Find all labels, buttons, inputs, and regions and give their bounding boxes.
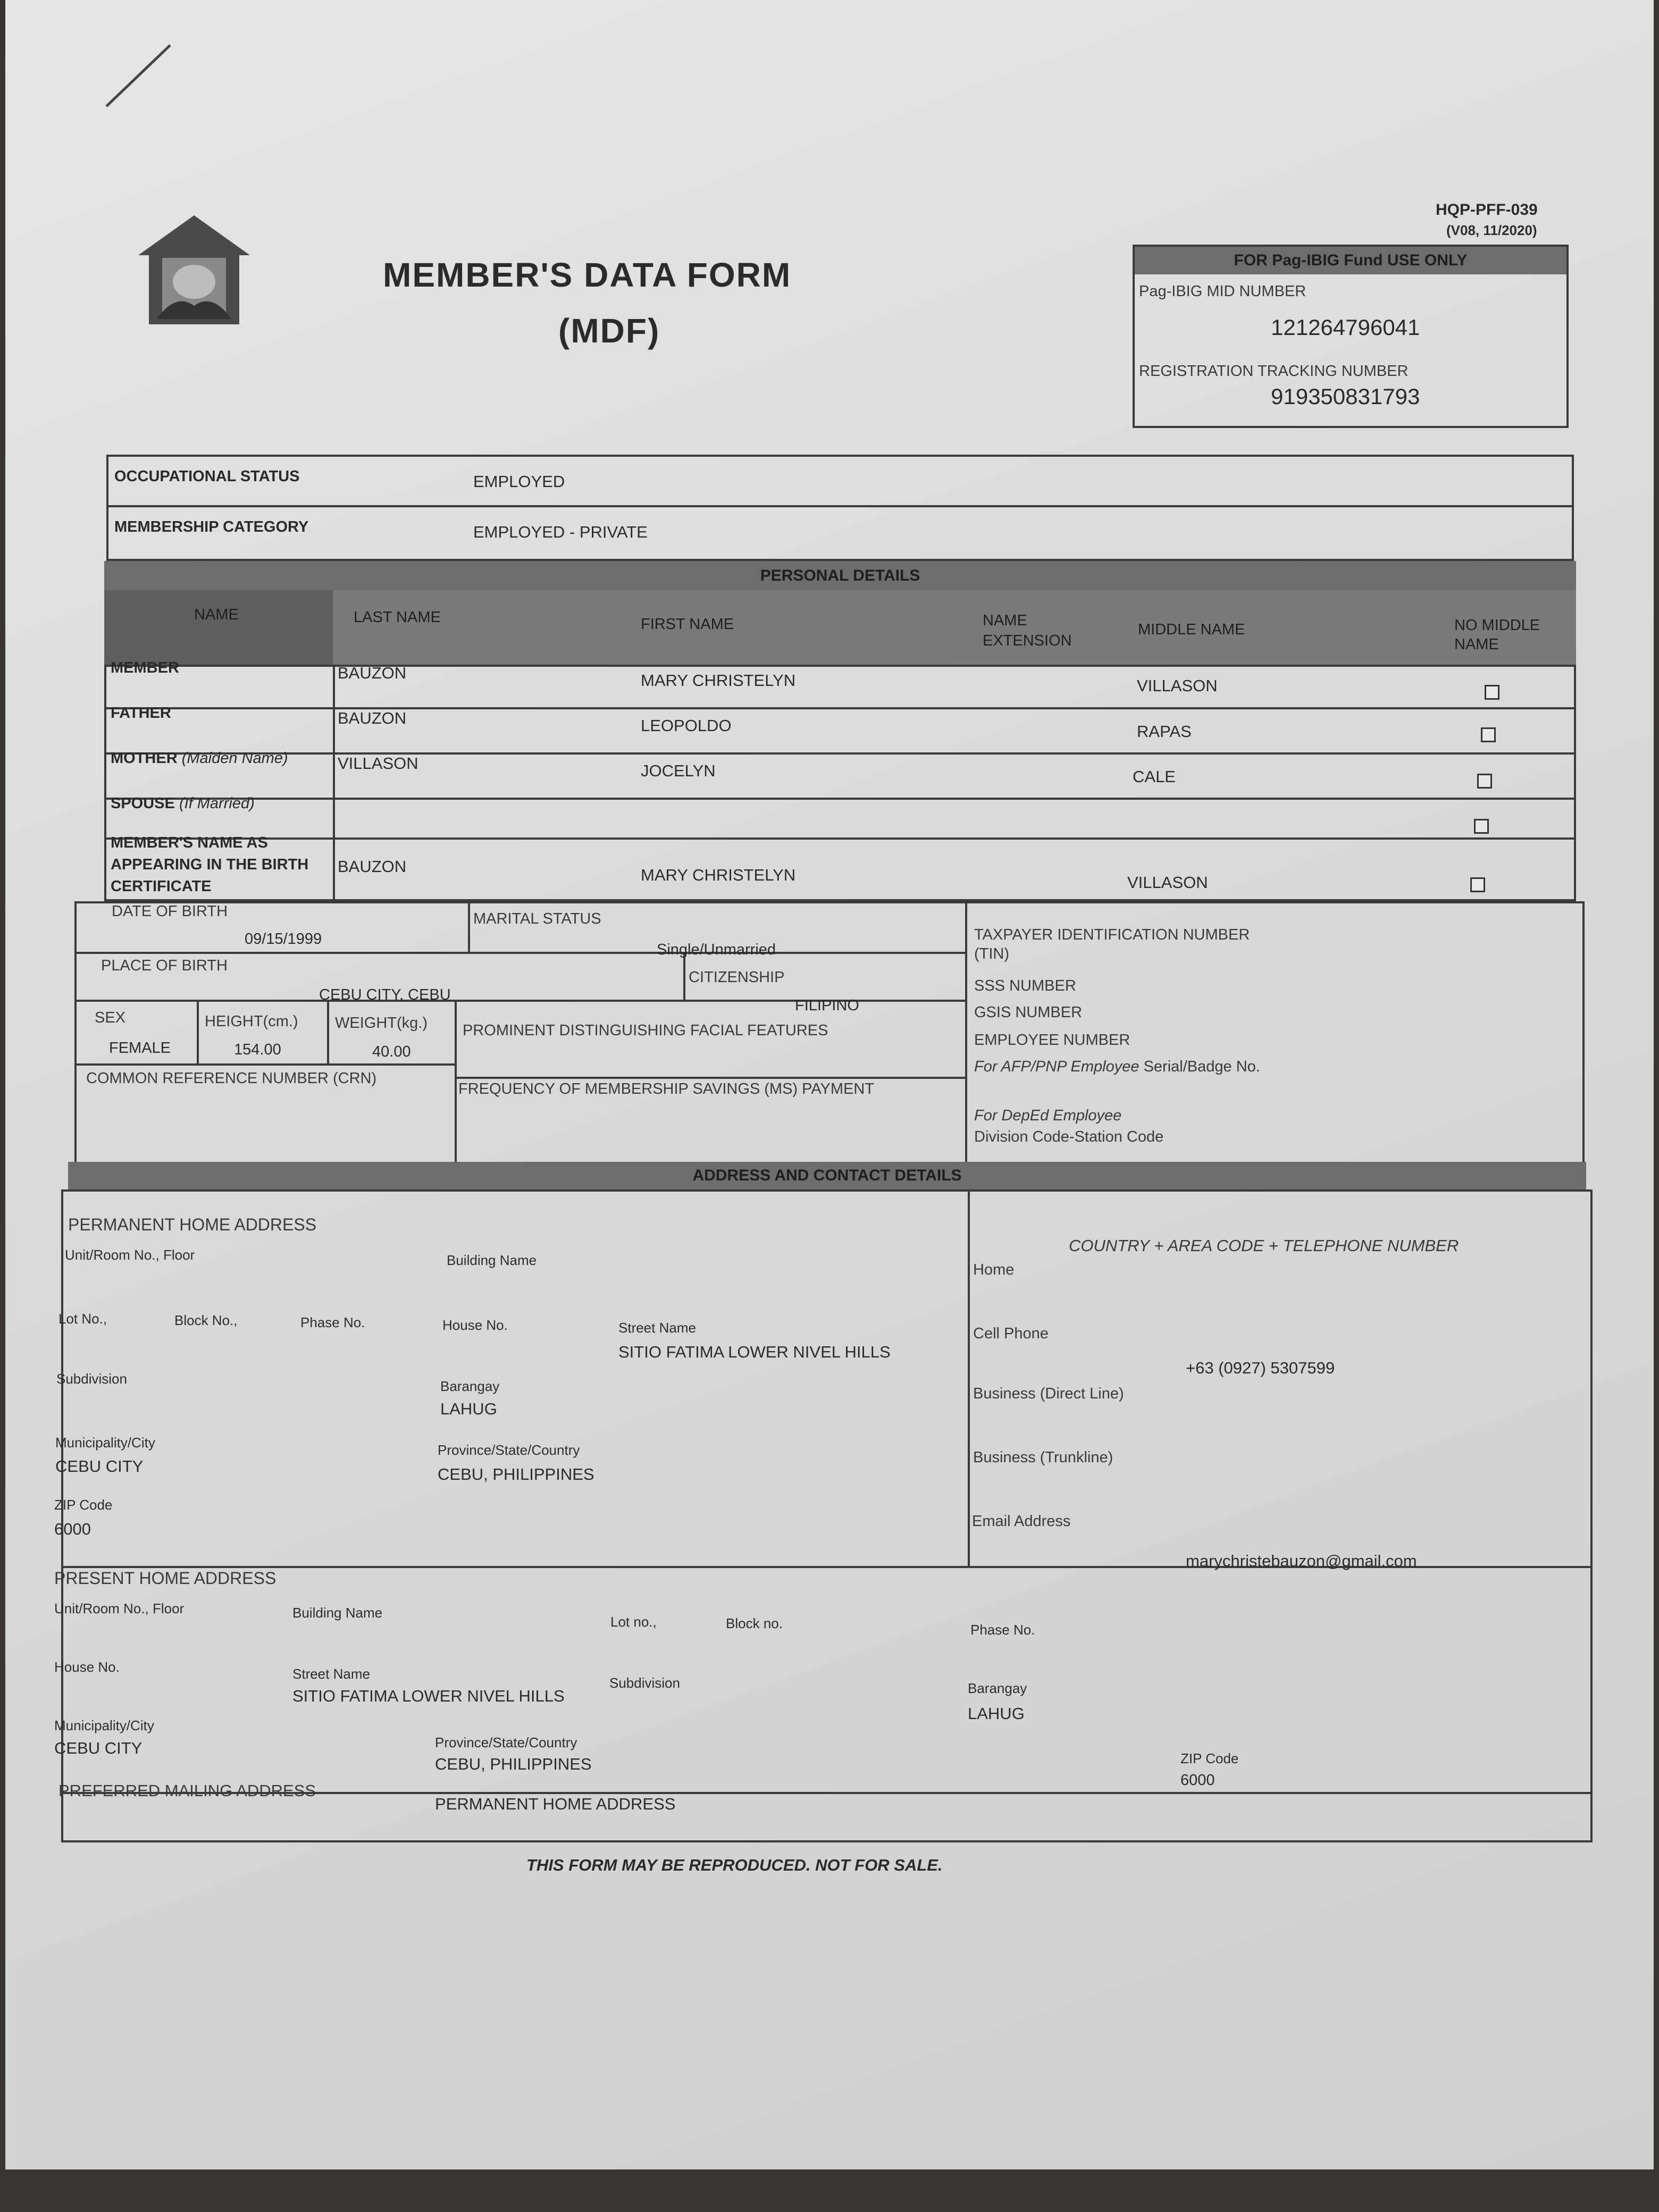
birthcert-last-name: BAUZON (338, 857, 407, 876)
row-label-member: MEMBER (111, 659, 179, 676)
tin-label: TAXPAYER IDENTIFICATION NUMBER (TIN) (974, 926, 1250, 962)
mother-middle-name: CALE (1133, 767, 1176, 786)
marital-status-value: Single/Unmarried (657, 941, 776, 958)
divider (468, 901, 470, 952)
pagibig-logo-icon (133, 213, 255, 335)
pres-street-label: Street Name (292, 1666, 370, 1682)
perm-house-label: House No. (442, 1317, 508, 1333)
crn-label: COMMON REFERENCE NUMBER (CRN) (86, 1070, 377, 1087)
height-value: 154.00 (234, 1041, 281, 1058)
row-label-birth-cert: MEMBER'S NAME AS APPEARING IN THE BIRTH CERTIFICATE (111, 834, 309, 895)
member-first-name: MARY CHRISTELYN (641, 671, 796, 690)
member-last-name: BAUZON (338, 664, 407, 682)
mid-number-value: 121264796041 (1271, 315, 1420, 340)
footer-note: THIS FORM MAY BE REPRODUCED. NOT FOR SALE. (526, 1856, 943, 1874)
divider (197, 1000, 199, 1063)
weight-label: WEIGHT(kg.) (335, 1015, 428, 1032)
deped-label: For DepEd Employee (974, 1107, 1122, 1124)
spouse-label-note: (If Married) (179, 795, 255, 812)
birthcert-first-name: MARY CHRISTELYN (641, 866, 796, 884)
address-heading: ADDRESS AND CONTACT DETAILS (68, 1162, 1586, 1189)
divider (104, 752, 1576, 755)
perm-subdivision-label: Subdivision (56, 1371, 127, 1387)
sss-label: SSS NUMBER (974, 977, 1076, 994)
perm-city-value: CEBU CITY (55, 1457, 144, 1476)
status-box (106, 455, 1574, 561)
business-direct-label: Business (Direct Line) (973, 1385, 1124, 1402)
col-middle-name: MIDDLE NAME (1138, 621, 1245, 638)
pres-lot-label: Lot no., (610, 1614, 657, 1630)
mid-number-label: Pag-IBIG MID NUMBER (1139, 283, 1306, 300)
email-value: marychristebauzon@gmail.com (1186, 1552, 1417, 1570)
contact-heading: COUNTRY + AREA CODE + TELEPHONE NUMBER (1069, 1236, 1459, 1255)
pob-value: CEBU CITY, CEBU (319, 986, 451, 1003)
divider (104, 798, 1576, 800)
email-label: Email Address (972, 1513, 1071, 1530)
perm-building-label: Building Name (447, 1252, 537, 1268)
weight-value: 40.00 (372, 1043, 411, 1060)
permanent-address-heading: PERMANENT HOME ADDRESS (68, 1215, 317, 1234)
pres-province-value: CEBU, PHILIPPINES (435, 1755, 592, 1773)
father-last-name: BAUZON (338, 709, 407, 727)
pen-mark (101, 37, 181, 117)
birthcert-middle-name: VILLASON (1127, 873, 1208, 892)
birthcert-no-middle-checkbox[interactable] (1470, 877, 1485, 892)
pres-zip-value: 6000 (1180, 1772, 1215, 1789)
perm-city-label: Municipality/City (55, 1435, 155, 1451)
rtn-label: REGISTRATION TRACKING NUMBER (1139, 363, 1409, 380)
mailing-address-value: PERMANENT HOME ADDRESS (435, 1795, 676, 1813)
form-subtitle: (MDF) (558, 312, 660, 350)
form-code: HQP-PFF-039 (1436, 201, 1538, 219)
divider (683, 952, 685, 1000)
col-last-name: LAST NAME (354, 609, 441, 626)
divider (455, 1077, 965, 1079)
perm-street-label: Street Name (618, 1320, 696, 1336)
row-label-mother: MOTHER (Maiden Name) (111, 750, 288, 767)
mailing-address-label: PREFERRED MAILING ADDRESS (58, 1781, 316, 1800)
ms-frequency-label: FREQUENCY OF MEMBERSHIP SAVINGS (MS) PAYMENT (458, 1080, 875, 1097)
pres-unit-label: Unit/Room No., Floor (54, 1601, 185, 1616)
sex-value: FEMALE (109, 1040, 171, 1057)
pres-phase-label: Phase No. (970, 1622, 1035, 1638)
deped-code-label: Division Code-Station Code (974, 1128, 1164, 1145)
divider (968, 1189, 970, 1567)
spouse-no-middle-checkbox[interactable] (1474, 819, 1489, 834)
col-first-name: FIRST NAME (641, 616, 734, 633)
father-no-middle-checkbox[interactable] (1481, 727, 1496, 742)
row-label-spouse: SPOUSE (If Married) (111, 795, 255, 812)
membership-category-label: MEMBERSHIP CATEGORY (114, 518, 309, 535)
membership-category-value: EMPLOYED - PRIVATE (473, 523, 648, 541)
divider (106, 505, 1574, 507)
perm-phase-label: Phase No. (300, 1314, 365, 1330)
pres-barangay-label: Barangay (968, 1680, 1027, 1696)
divider (455, 1000, 457, 1167)
dob-label: DATE OF BIRTH (112, 903, 228, 920)
divider (333, 665, 335, 901)
pres-barangay-value: LAHUG (968, 1704, 1025, 1723)
personal-details-heading: PERSONAL DETAILS (104, 561, 1576, 590)
pres-block-label: Block no. (726, 1615, 783, 1631)
form-title: MEMBER'S DATA FORM (383, 256, 792, 294)
present-address-heading: PRESENT HOME ADDRESS (54, 1569, 276, 1588)
mother-last-name: VILLASON (338, 754, 418, 773)
cell-phone-value: +63 (0927) 5307599 (1186, 1359, 1335, 1377)
home-phone-label: Home (973, 1261, 1015, 1278)
pres-house-label: House No. (54, 1659, 120, 1675)
occupational-status-value: EMPLOYED (473, 472, 565, 491)
facial-features-label: PROMINENT DISTINGUISHING FACIAL FEATURES (463, 1022, 828, 1039)
form-paper (5, 0, 1654, 2169)
pres-building-label: Building Name (292, 1605, 383, 1621)
office-use-heading: FOR Pag-IBIG Fund USE ONLY (1135, 247, 1566, 274)
perm-zip-label: ZIP Code (54, 1497, 113, 1513)
pob-label: PLACE OF BIRTH (101, 957, 228, 974)
divider (74, 1063, 455, 1066)
marital-status-label: MARITAL STATUS (473, 910, 601, 927)
perm-street-value: SITIO FATIMA LOWER NIVEL HILLS (618, 1343, 891, 1361)
perm-unit-label: Unit/Room No., Floor (65, 1247, 195, 1263)
member-no-middle-checkbox[interactable] (1485, 685, 1499, 700)
perm-lot-label: Lot No., (58, 1311, 107, 1327)
employee-number-label: EMPLOYEE NUMBER (974, 1032, 1130, 1049)
gsis-label: GSIS NUMBER (974, 1004, 1083, 1021)
col-name: NAME (194, 606, 239, 623)
father-first-name: LEOPOLDO (641, 716, 732, 735)
citizenship-label: CITIZENSHIP (689, 969, 785, 986)
mother-no-middle-checkbox[interactable] (1477, 774, 1492, 789)
divider (965, 901, 967, 1167)
form-version: (V08, 11/2020) (1446, 222, 1537, 238)
divider (104, 707, 1576, 709)
citizenship-value: FILIPINO (795, 997, 859, 1014)
pres-city-label: Municipality/City (54, 1717, 154, 1733)
business-trunk-label: Business (Trunkline) (973, 1449, 1113, 1466)
col-no-middle-name: NO MIDDLE NAME (1454, 617, 1540, 653)
pres-province-label: Province/State/Country (435, 1735, 577, 1750)
cell-phone-label: Cell Phone (973, 1325, 1049, 1342)
height-label: HEIGHT(cm.) (205, 1013, 298, 1030)
col-name-extension: NAME EXTENSION (983, 612, 1072, 649)
perm-block-label: Block No., (174, 1312, 238, 1328)
afp-pnp-label: For AFP/PNP Employee Serial/Badge No. (974, 1058, 1260, 1075)
sex-label: SEX (95, 1009, 126, 1026)
perm-province-label: Province/State/Country (438, 1442, 580, 1458)
pres-city-value: CEBU CITY (54, 1739, 143, 1757)
perm-barangay-label: Barangay (440, 1378, 500, 1394)
pres-zip-label: ZIP Code (1180, 1750, 1239, 1766)
pres-street-value: SITIO FATIMA LOWER NIVEL HILLS (292, 1687, 565, 1705)
dob-value: 09/15/1999 (245, 931, 322, 948)
perm-barangay-value: LAHUG (440, 1400, 497, 1418)
mother-label-note: (Maiden Name) (181, 750, 288, 767)
occupational-status-label: OCCUPATIONAL STATUS (114, 468, 300, 485)
name-header-cell (104, 590, 333, 665)
perm-zip-value: 6000 (54, 1520, 91, 1538)
address-box (61, 1189, 1593, 1842)
pres-subdivision-label: Subdivision (609, 1675, 680, 1691)
father-middle-name: RAPAS (1137, 722, 1192, 741)
rtn-value: 919350831793 (1271, 384, 1420, 409)
member-middle-name: VILLASON (1137, 676, 1218, 695)
divider (327, 1000, 329, 1063)
divider (74, 952, 965, 954)
row-label-father: FATHER (111, 705, 171, 722)
mother-first-name: JOCELYN (641, 761, 716, 780)
perm-province-value: CEBU, PHILIPPINES (438, 1465, 594, 1484)
